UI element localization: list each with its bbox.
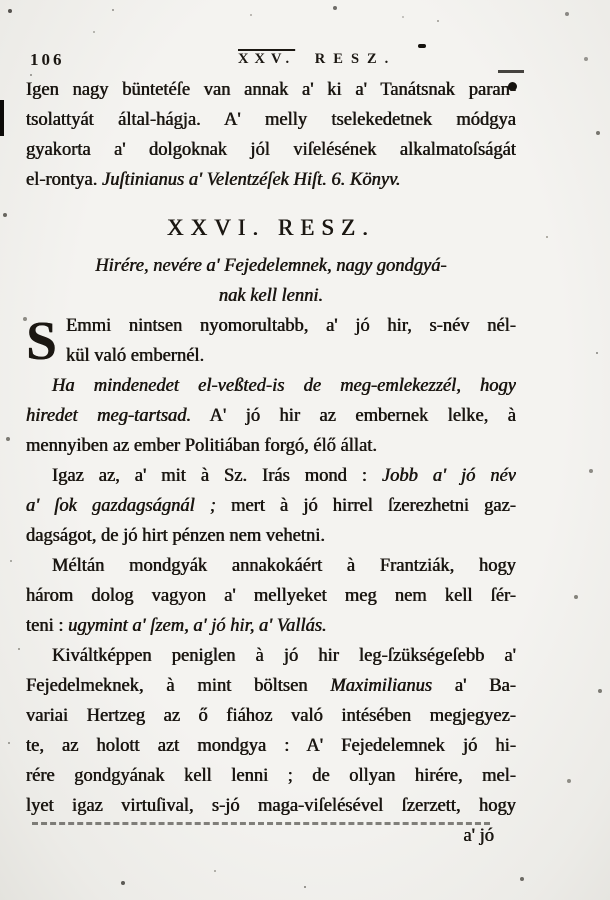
text-line — [26, 611, 516, 641]
italic-text-segment: Juſtinianus a' Velentzéſek Hiſt. 6. Könyv. — [102, 170, 401, 190]
text-line — [26, 75, 516, 105]
text-segment: Emmi nintsen nyomorultabb, a' jó hir, s-név nél- — [66, 316, 516, 336]
text-segment: mennyiben az ember Politiában forgó, élő állat. — [26, 436, 378, 456]
text-line — [26, 491, 516, 521]
text-line — [26, 761, 516, 791]
italic-text-segment: Hirére, nevére a' Fejedelemnek, nagy gondgyá- — [95, 256, 447, 276]
text-segment: Méltán mondgyák annakokáért à Frantziák, hogy — [52, 556, 516, 576]
text-segment: rére gondgyának kell lenni ; de ollyan hirére, mel- — [26, 766, 516, 786]
text-segment: a' Ba- — [432, 676, 516, 696]
italic-text-segment: nak kell lenni. — [218, 286, 324, 306]
text-segment: a' jó — [463, 826, 494, 846]
italic-text-segment: a' ſok gazdagságnál ; — [26, 496, 216, 516]
text-segment: lyet igaz virtuſival, s-jó maga-viſelésével ſzerzett, hogy — [26, 796, 516, 816]
italic-text-segment: Jobb a' jó név — [381, 466, 516, 486]
text-line — [26, 165, 516, 195]
italic-text-segment: ugymint a' ſzem, a' jó hir, a' Vallás. — [68, 616, 327, 636]
text-segment: Fejedelmeknek, à mint böltsen — [26, 676, 331, 696]
scan-noise-speckles — [0, 0, 2, 2]
page-number: 106 — [30, 50, 65, 69]
text-segment: te, az holott azt mondgya : A' Fejedelemnek jó hi- — [26, 736, 516, 756]
italic-text-segment: Maximilianus — [330, 676, 433, 696]
italic-text-segment: Ha mindenedet el-veßted-is de meg-emlekezzél, hogy — [52, 376, 516, 396]
subtitle-line — [26, 251, 516, 281]
text-segment: teni : — [26, 616, 69, 636]
text-block — [26, 75, 516, 851]
text-line — [26, 581, 516, 611]
text-line — [26, 105, 516, 135]
text-segment: dagságot, de jó hirt pénzen nem vehetni. — [26, 526, 325, 546]
dropcap-letter: S — [26, 310, 57, 371]
bleedthrough-dashes — [32, 822, 490, 825]
italic-text-segment: hiredet meg-tartsad. — [26, 406, 192, 426]
scan-edge-mark — [0, 100, 4, 136]
text-line — [26, 521, 516, 551]
text-line — [66, 311, 516, 341]
text-segment: el-rontya. — [26, 170, 103, 190]
text-line — [26, 431, 516, 461]
running-header-chapter: XXV. — [238, 51, 296, 67]
text-line — [26, 461, 516, 491]
text-segment: kül való embernél. — [66, 346, 205, 366]
text-segment: variai Hertzeg az ő fiához való intésében megjegyez- — [26, 706, 516, 726]
text-segment: három dolog vagyon a' mellyeket meg nem kell ſér- — [26, 586, 516, 606]
text-line — [26, 401, 516, 431]
text-segment: mert à jó hirrel ſzerezhetni gaz- — [216, 496, 516, 516]
bleedthrough-mark — [498, 70, 524, 73]
text-segment: Igen nagy büntetéſe van annak a' ki a' Tanátsnak paran- — [26, 80, 516, 100]
text-segment: Igaz az, a' mit à Sz. Irás mond : — [52, 466, 382, 486]
running-header-word: RESZ. — [314, 51, 397, 67]
text-line — [66, 341, 516, 371]
running-head-row — [0, 48, 610, 70]
dropcap-paragraph — [26, 311, 516, 371]
text-line — [26, 551, 516, 581]
text-line — [26, 135, 516, 165]
text-segment: gyakorta a' dolgoknak jól viſelésének alkalmatoſságát — [26, 140, 516, 160]
text-line — [26, 671, 516, 701]
text-line — [26, 701, 516, 731]
running-header — [238, 51, 396, 68]
text-line — [26, 791, 516, 821]
text-segment: tsolattyát által-hágja. A' melly tselekedetnek módgya — [26, 110, 516, 130]
text-line — [26, 731, 516, 761]
catchword — [26, 821, 516, 851]
text-line — [26, 641, 516, 671]
text-line — [26, 371, 516, 401]
section-heading: XXVI. RESZ. — [167, 215, 375, 240]
text-segment: A' jó hir az embernek lelke, à — [191, 406, 516, 426]
text-segment: Kiváltképpen peniglen à jó hir leg-ſzükségeſebb a' — [52, 646, 516, 666]
subtitle-line — [26, 281, 516, 311]
